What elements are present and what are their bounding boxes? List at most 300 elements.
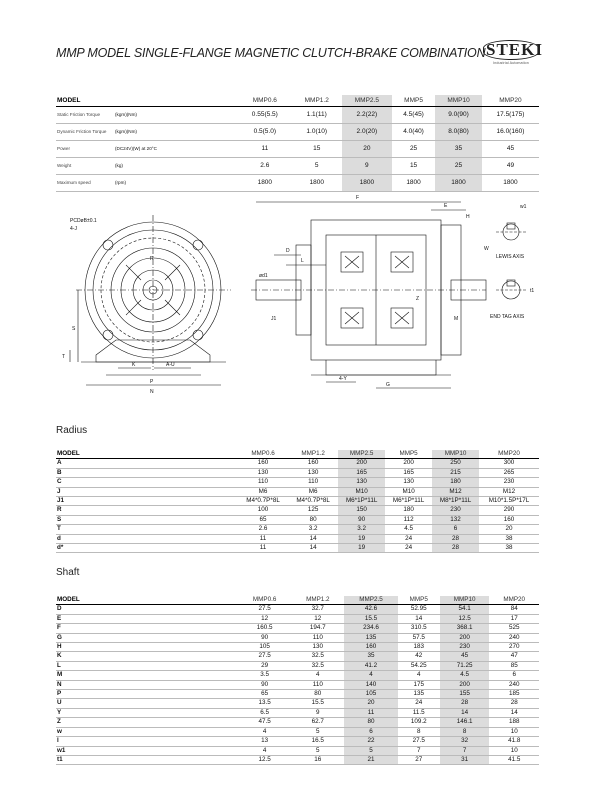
spec-table — [56, 95, 539, 192]
shaft-cell: 32.7 — [311, 605, 324, 613]
radius-cell: 3.2 — [308, 525, 318, 533]
shaft-cell: 270 — [508, 643, 520, 651]
shaft-cell: 140 — [344, 680, 397, 689]
radius-model-col-5: MMP20 — [498, 450, 520, 457]
shaft-cell: 8 — [416, 727, 421, 735]
shaft-cell: 525 — [508, 624, 520, 632]
shaft-cell: 310.5 — [410, 624, 427, 632]
radius-row — [56, 525, 539, 534]
label-s: S — [72, 326, 76, 332]
spec-header-row — [56, 95, 539, 107]
shaft-cell: 45 — [440, 652, 490, 661]
spec-row-label — [56, 107, 238, 124]
radius-cell: 132 — [432, 515, 479, 524]
radius-cell: M10 — [338, 487, 385, 496]
shaft-cell: 200 — [440, 633, 490, 642]
shaft-row-label: l — [57, 737, 59, 745]
radius-cell: M4*0.7P*8L — [296, 497, 330, 505]
radius-cell: 2.6 — [258, 525, 268, 533]
shaft-cell: 7 — [416, 746, 421, 754]
shaft-cell: 22 — [344, 737, 397, 746]
shaft-cell: 5 — [316, 727, 320, 735]
spec-row-label — [56, 124, 238, 141]
shaft-row-label: K — [57, 652, 62, 660]
radius-cell: 11 — [259, 544, 267, 552]
shaft-row-label: M — [57, 671, 63, 679]
shaft-row — [56, 718, 539, 727]
radius-model-col-4: MMP10 — [432, 450, 479, 459]
shaft-cell: 42.6 — [344, 605, 397, 614]
radius-row — [56, 478, 539, 487]
radius-cell: 265 — [503, 468, 515, 476]
shaft-cell: 183 — [413, 643, 424, 651]
shaft-cell: 160.5 — [256, 624, 273, 632]
page-header — [56, 40, 543, 74]
shaft-cell: 10 — [510, 727, 518, 735]
shaft-cell: 4 — [416, 671, 421, 679]
radius-row-label: S — [57, 515, 62, 523]
spec-cell: 2.6 — [260, 162, 270, 169]
radius-cell: 215 — [432, 468, 479, 477]
shaft-cell: 5 — [344, 746, 397, 755]
spec-row — [56, 158, 539, 175]
shaft-cell: 29 — [261, 661, 269, 669]
shaft-cell: 28 — [510, 699, 518, 707]
shaft-model-col-1: MMP1.2 — [306, 596, 330, 603]
label-w: W — [484, 246, 489, 252]
logo-brand: STEKI — [483, 40, 539, 60]
radius-cell: 290 — [503, 506, 515, 514]
radius-row-label: d* — [57, 544, 64, 552]
radius-section-title: Radius — [56, 425, 88, 436]
radius-row-label: C — [57, 478, 62, 486]
shaft-cell: 32 — [440, 737, 490, 746]
spec-cell: 4.5(45) — [403, 111, 424, 118]
shaft-model-col-0: MMP0.6 — [252, 596, 277, 603]
spec-row-name: Power — [57, 146, 71, 151]
spec-row-name: Maximum speed — [57, 180, 91, 185]
spec-row — [56, 124, 539, 141]
shaft-cell: 15.5 — [344, 614, 397, 623]
shaft-header-row — [56, 596, 539, 605]
spec-row-label — [56, 141, 238, 158]
shaft-cell: 13 — [261, 737, 269, 745]
shaft-model-col-4: MMP10 — [440, 596, 490, 605]
shaft-cell: 71.25 — [440, 661, 490, 670]
radius-row — [56, 544, 539, 553]
shaft-cell: 230 — [440, 643, 490, 652]
spec-cell: 25 — [409, 145, 418, 152]
shaft-row-label: H — [57, 643, 62, 651]
spec-row-unit: (kgm)(Nm) — [115, 129, 137, 134]
radius-cell: 20 — [505, 525, 513, 533]
radius-cell: 200 — [403, 459, 414, 467]
shaft-row — [56, 755, 539, 764]
radius-cell: 90 — [338, 515, 385, 524]
label-d: D — [286, 248, 290, 254]
radius-cell: 110 — [258, 478, 269, 486]
shaft-row — [56, 605, 539, 614]
radius-model-col-0: MMP0.6 — [251, 450, 275, 457]
radius-cell: 112 — [403, 515, 414, 523]
radius-cell: 65 — [259, 515, 267, 523]
shaft-cell: 105 — [344, 690, 397, 699]
shaft-row-label: w1 — [57, 746, 66, 754]
shaft-cell: 14 — [510, 708, 518, 716]
spec-cell: 45 — [506, 145, 515, 152]
spec-cell: 8.0(80) — [435, 124, 482, 141]
shaft-cell: 185 — [508, 690, 520, 698]
spec-cell: 2.2(22) — [342, 107, 392, 124]
shaft-cell: 194.7 — [309, 624, 326, 632]
shaft-cell: 15.5 — [311, 699, 324, 707]
spec-cell: 35 — [435, 141, 482, 158]
shaft-cell: 110 — [312, 633, 323, 641]
shaft-cell: 90 — [261, 633, 269, 641]
model-header: MODEL — [57, 97, 81, 104]
shaft-cell: 41.5 — [508, 755, 521, 763]
shaft-row-label: U — [57, 699, 62, 707]
shaft-cell: 27.5 — [412, 737, 425, 745]
shaft-row — [56, 680, 539, 689]
shaft-cell: 65 — [261, 690, 269, 698]
spec-cell: 0.5(5.0) — [253, 128, 277, 135]
shaft-row — [56, 727, 539, 736]
shaft-row-label: t1 — [57, 755, 63, 763]
label-end-tag: END TAG AXIS — [490, 314, 525, 320]
shaft-cell: 27.5 — [258, 605, 271, 613]
shaft-cell: 41.8 — [508, 737, 521, 745]
shaft-row — [56, 737, 539, 746]
radius-cell: M4*0.7P*8L — [246, 497, 280, 505]
radius-row — [56, 497, 539, 506]
shaft-cell: 240 — [508, 633, 520, 641]
radius-cell: 130 — [307, 468, 319, 476]
spec-cell: 1800 — [406, 179, 421, 186]
radius-cell: 14 — [309, 534, 317, 542]
shaft-cell: 27 — [415, 755, 423, 763]
shaft-cell: 6.5 — [260, 708, 269, 716]
shaft-row — [56, 661, 539, 670]
radius-cell: 24 — [405, 534, 413, 542]
radius-cell: 130 — [338, 478, 385, 487]
label-p: P — [150, 379, 154, 385]
shaft-model-col-2: MMP2.5 — [344, 596, 397, 605]
radius-cell: 3.2 — [338, 525, 385, 534]
shaft-row — [56, 671, 539, 680]
radius-cell: 80 — [309, 515, 317, 523]
radius-cell: 200 — [338, 459, 385, 468]
shaft-row-label: P — [57, 690, 62, 698]
page-title: MMP MODEL SINGLE-FLANGE MAGNETIC CLUTCH-BRAKE COMBINATION — [56, 46, 486, 60]
shaft-cell: 52.95 — [410, 605, 427, 613]
shaft-model-header: MODEL — [57, 596, 80, 603]
spec-cell: 1800 — [342, 175, 392, 192]
shaft-row-label: L — [57, 661, 61, 669]
technical-drawing — [56, 190, 539, 415]
shaft-cell: 130 — [312, 643, 324, 651]
shaft-cell: 12 — [314, 614, 322, 622]
radius-row — [56, 515, 539, 524]
shaft-cell: 5 — [316, 746, 320, 754]
shaft-row — [56, 652, 539, 661]
shaft-cell: 4 — [262, 746, 267, 754]
shaft-row — [56, 624, 539, 633]
radius-cell: 165 — [338, 468, 385, 477]
radius-cell: 180 — [403, 506, 414, 514]
radius-row — [56, 534, 539, 543]
shaft-cell: 14 — [415, 614, 423, 622]
label-pcd: PCDøB±0.1 — [70, 218, 97, 224]
shaft-cell: 12 — [261, 614, 269, 622]
shaft-row-label: F — [57, 624, 61, 632]
shaft-row — [56, 708, 539, 717]
model-col-2: MMP2.5 — [342, 95, 392, 107]
radius-cell: 160 — [307, 459, 319, 467]
label-t1: t1 — [530, 288, 535, 294]
radius-row — [56, 468, 539, 477]
shaft-cell: 54.25 — [410, 661, 427, 669]
shaft-cell: 11 — [344, 708, 397, 717]
radius-model-header: MODEL — [57, 450, 80, 457]
shaft-cell: 16 — [314, 755, 322, 763]
shaft-cell: 200 — [440, 680, 490, 689]
radius-header-row — [56, 450, 539, 459]
spec-row-name: Static Friction Torque — [57, 112, 101, 117]
shaft-cell: 32.5 — [311, 652, 324, 660]
shaft-cell: 4 — [262, 727, 267, 735]
shaft-cell: 32.5 — [311, 661, 324, 669]
radius-cell: M6*1P*11L — [338, 497, 385, 506]
radius-cell: 100 — [257, 506, 269, 514]
spec-cell: 9.0(90) — [435, 107, 482, 124]
shaft-row-label: G — [57, 633, 62, 641]
shaft-cell: 35 — [344, 652, 397, 661]
shaft-cell: 135 — [413, 690, 424, 698]
shaft-cell: 7 — [440, 746, 490, 755]
shaft-cell: 240 — [508, 680, 520, 688]
shaft-cell: 47 — [510, 652, 518, 660]
shaft-cell: 85 — [510, 661, 518, 669]
spec-row-unit: (kgm)(Nm) — [115, 112, 137, 117]
label-d1: ød1 — [259, 273, 268, 279]
shaft-cell: 4 — [344, 671, 397, 680]
radius-cell: M6 — [308, 487, 318, 495]
spec-cell: 11 — [261, 145, 269, 152]
spec-cell: 16.0(160) — [496, 128, 525, 135]
radius-model-col-2: MMP2.5 — [338, 450, 385, 459]
shaft-table — [56, 596, 539, 765]
radius-cell: 24 — [405, 544, 413, 552]
radius-row-label: d — [57, 534, 61, 542]
drawing-svg — [56, 190, 539, 415]
radius-cell: 250 — [432, 459, 479, 468]
shaft-cell: 80 — [314, 690, 322, 698]
label-l: L — [301, 258, 304, 264]
shaft-cell: 54.1 — [440, 605, 490, 614]
label-n: N — [150, 389, 154, 395]
model-col-0: MMP0.6 — [252, 97, 277, 104]
radius-row-label: J1 — [57, 497, 65, 505]
radius-row-label: A — [57, 459, 62, 467]
shaft-cell: 109.2 — [410, 718, 427, 726]
shaft-row-label: D — [57, 605, 62, 613]
shaft-model-col-3: MMP5 — [409, 596, 428, 603]
logo-tagline: Industrial Automation — [493, 61, 529, 65]
model-col-1: MMP1.2 — [304, 97, 329, 104]
shaft-cell: 28 — [440, 699, 490, 708]
radius-row — [56, 506, 539, 515]
model-col-4: MMP10 — [435, 95, 482, 107]
radius-table — [56, 450, 539, 553]
spec-cell: 15 — [313, 145, 321, 152]
radius-cell: 6 — [432, 525, 479, 534]
radius-row-label: T — [57, 525, 61, 533]
spec-row-name: Dynamic Friction Torque — [57, 129, 107, 134]
radius-cell: 11 — [259, 534, 267, 542]
label-w1: w1 — [520, 204, 527, 210]
label-e: E — [444, 203, 448, 209]
label-j1: J1 — [271, 316, 277, 322]
radius-cell: 160 — [257, 459, 269, 467]
spec-row — [56, 175, 539, 192]
shaft-cell: 6 — [344, 727, 397, 736]
label-au: A-U — [166, 362, 175, 368]
shaft-cell: 146.1 — [440, 718, 490, 727]
shaft-row-label: N — [57, 680, 62, 688]
shaft-cell: 105 — [259, 643, 270, 651]
model-col-3: MMP5 — [404, 97, 423, 104]
shaft-cell: 160 — [344, 643, 397, 652]
radius-cell: 38 — [505, 534, 513, 542]
spec-cell: 20 — [342, 141, 392, 158]
radius-cell: 230 — [432, 506, 479, 515]
radius-cell: 130 — [403, 478, 414, 486]
shaft-row-label: Z — [57, 718, 61, 726]
radius-cell: 125 — [307, 506, 319, 514]
radius-row-label: B — [57, 468, 62, 476]
shaft-cell: 4.5 — [440, 671, 490, 680]
shaft-cell: 188 — [508, 718, 520, 726]
shaft-cell: 11.5 — [412, 708, 425, 716]
shaft-cell: 84 — [510, 605, 518, 613]
shaft-cell: 9 — [316, 708, 320, 716]
shaft-cell: 3.5 — [260, 671, 269, 679]
shaft-cell: 41.2 — [344, 661, 397, 670]
shaft-row — [56, 690, 539, 699]
spec-cell: 15 — [409, 162, 418, 169]
label-h: H — [466, 214, 470, 220]
shaft-cell: 20 — [344, 699, 397, 708]
spec-cell: 1800 — [435, 175, 482, 192]
shaft-cell: 12.5 — [440, 614, 490, 623]
spec-row — [56, 107, 539, 124]
radius-cell: M10*1.5P*17L — [488, 497, 530, 505]
radius-cell: 110 — [308, 478, 319, 486]
label-m: M — [454, 316, 459, 322]
shaft-row — [56, 633, 539, 642]
model-col-5: MMP20 — [499, 97, 522, 104]
shaft-row-label: E — [57, 614, 62, 622]
shaft-row-label: Y — [57, 708, 62, 716]
spec-row-unit: (rpm) — [115, 180, 126, 185]
spec-row-label — [56, 175, 238, 192]
radius-cell: M10 — [402, 487, 415, 495]
shaft-cell: 27.5 — [258, 652, 271, 660]
radius-cell: 130 — [257, 468, 269, 476]
shaft-row — [56, 699, 539, 708]
radius-cell: M12 — [502, 487, 516, 495]
radius-cell: M6*1P*11L — [392, 497, 425, 505]
shaft-cell: 21 — [344, 755, 397, 764]
shaft-cell: 24 — [415, 699, 423, 707]
shaft-cell: 62.7 — [311, 718, 324, 726]
radius-cell: M6 — [258, 487, 268, 495]
spec-cell: 1800 — [309, 179, 324, 186]
label-z: Z — [416, 296, 420, 302]
radius-cell: 165 — [403, 468, 414, 476]
label-g: G — [386, 382, 390, 388]
radius-row-label: J — [57, 487, 61, 495]
spec-cell: 1800 — [257, 179, 273, 186]
shaft-row — [56, 614, 539, 623]
radius-row — [56, 459, 539, 468]
spec-cell: 0.55(5.5) — [251, 111, 278, 118]
spec-cell: 5 — [314, 162, 319, 169]
shaft-cell: 6 — [512, 671, 516, 679]
shaft-row — [56, 643, 539, 652]
shaft-cell: 90 — [261, 680, 269, 688]
radius-cell: 28 — [432, 534, 479, 543]
radius-row — [56, 487, 539, 496]
radius-model-col-3: MMP5 — [399, 450, 418, 457]
spec-row-unit: (DC24V)(W) at 20°C — [115, 146, 157, 151]
spec-row — [56, 141, 539, 158]
label-t: T — [62, 354, 66, 360]
shaft-cell: 12.5 — [258, 755, 271, 763]
label-y: 4-Y — [339, 376, 347, 382]
shaft-cell: 16.5 — [311, 737, 324, 745]
radius-cell: 150 — [338, 506, 385, 515]
shaft-cell: 368.1 — [440, 624, 490, 633]
shaft-cell: 4 — [316, 671, 320, 679]
shaft-cell: 57.5 — [412, 633, 425, 641]
spec-row-label — [56, 158, 238, 175]
radius-model-col-1: MMP1.2 — [301, 450, 325, 457]
shaft-cell: 31 — [440, 755, 490, 764]
radius-cell: M8*1P*11L — [432, 497, 479, 506]
radius-cell: 19 — [338, 544, 385, 553]
shaft-cell: 47.5 — [258, 718, 271, 726]
shaft-cell: 175 — [413, 680, 424, 688]
spec-row-name: Weight — [57, 163, 72, 168]
radius-cell: 300 — [503, 459, 515, 467]
shaft-cell: 110 — [312, 680, 323, 688]
label-r: R — [150, 256, 154, 262]
radius-cell: 4.5 — [404, 525, 413, 533]
spec-cell: 1.0(10) — [306, 128, 328, 135]
spec-cell: 49 — [506, 162, 515, 169]
shaft-row — [56, 746, 539, 755]
radius-cell: 14 — [309, 544, 317, 552]
shaft-cell: 135 — [344, 633, 397, 642]
spec-cell: 2.0(20) — [342, 124, 392, 141]
radius-cell: 19 — [338, 534, 385, 543]
spec-cell: 17.5(175) — [496, 111, 525, 118]
shaft-cell: 10 — [510, 746, 518, 754]
shaft-cell: 8 — [440, 727, 490, 736]
radius-cell: 230 — [503, 478, 515, 486]
